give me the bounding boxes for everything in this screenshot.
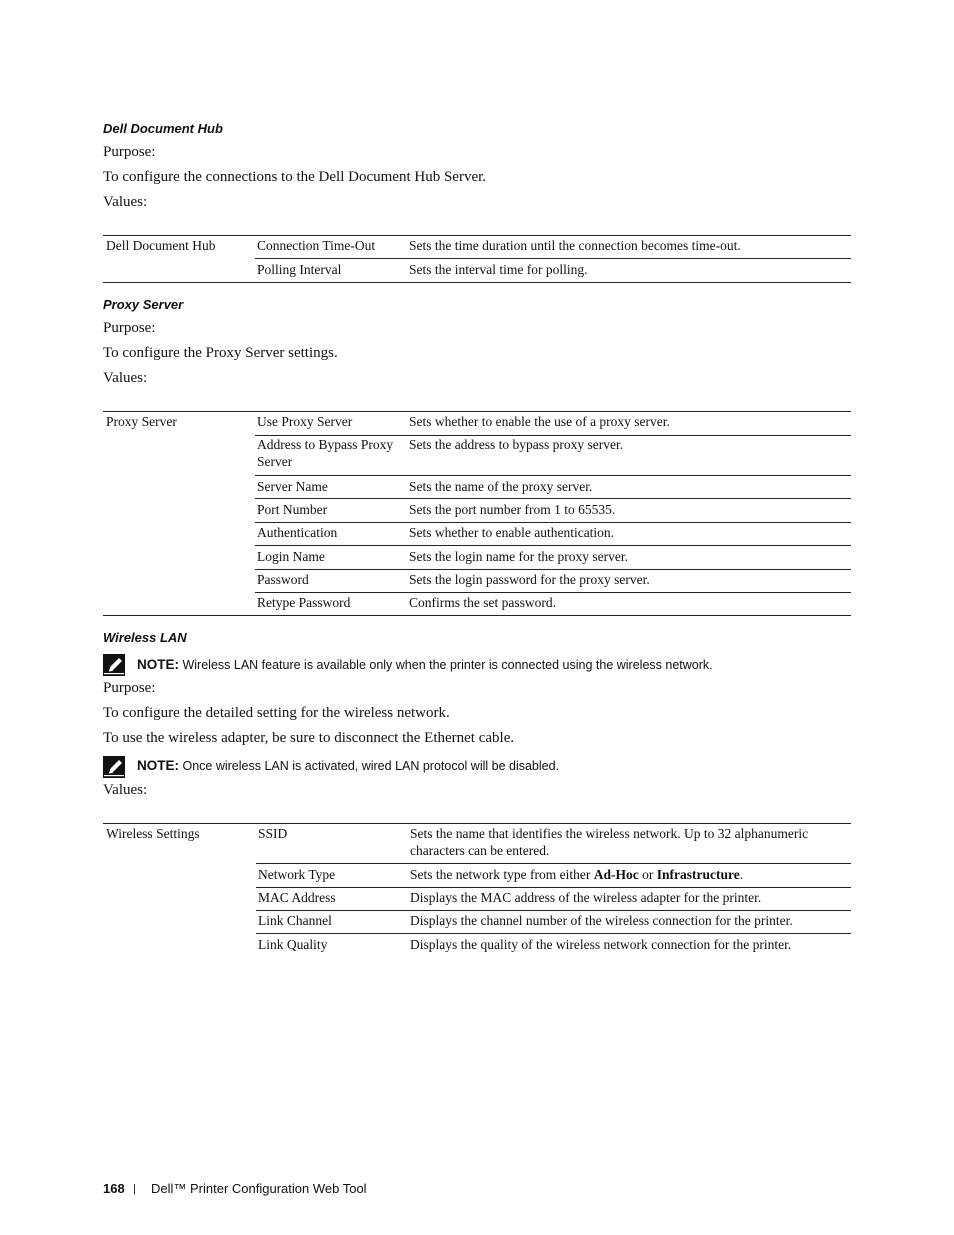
- table-item: SSID: [258, 826, 288, 841]
- table-desc: Sets the address to bypass proxy server.: [409, 437, 624, 452]
- values-label: Values:: [103, 194, 148, 210]
- table-group-label: Dell Document Hub: [106, 238, 216, 253]
- table-desc: Displays the MAC address of the wireless adapter for the printer.: [410, 890, 762, 905]
- pencil-note-icon: [103, 756, 127, 778]
- purpose-text-2: To use the wireless adapter, be sure to disconnect the Ethernet cable.: [103, 730, 515, 746]
- pencil-note-icon: [103, 654, 127, 676]
- table-item: Connection Time-Out: [257, 238, 376, 253]
- note-text: Wireless LAN feature is available only when the printer is connected using the wireless network.: [182, 658, 713, 672]
- values-label: Values:: [103, 370, 148, 386]
- table-desc: Sets the port number from 1 to 65535.: [409, 502, 616, 517]
- desc-text: or: [638, 867, 657, 882]
- table-desc: [410, 866, 850, 883]
- table-item: Link Quality: [258, 937, 328, 952]
- table-item: Port Number: [257, 502, 328, 517]
- table-item: Authentication: [257, 525, 338, 540]
- table-desc: Sets whether to enable authentication.: [409, 525, 615, 540]
- table-desc: Sets the interval time for polling.: [409, 262, 588, 277]
- section-heading-wireless-lan: Wireless LAN: [103, 630, 187, 645]
- table-item: Use Proxy Server: [257, 414, 353, 429]
- table-group-label: Proxy Server: [106, 414, 177, 429]
- purpose-label: Purpose:: [103, 144, 156, 160]
- desc-text: .: [739, 867, 744, 882]
- table-item: Password: [257, 572, 309, 587]
- desc-text: Sets the network type from either: [410, 867, 594, 882]
- note-label: NOTE:: [137, 758, 179, 773]
- footer-title: Dell™ Printer Configuration Web Tool: [151, 1181, 367, 1196]
- table-item: Retype Password: [257, 595, 351, 610]
- table-desc: Confirms the set password.: [409, 595, 556, 610]
- purpose-label: Purpose:: [103, 320, 156, 336]
- table-desc: Sets the login password for the proxy server.: [409, 572, 650, 587]
- table-group-label: Wireless Settings: [106, 826, 200, 841]
- table-desc: Displays the channel number of the wireless connection for the printer.: [410, 913, 793, 928]
- table-item: Network Type: [258, 867, 336, 882]
- table-item: Server Name: [257, 479, 328, 494]
- note-text: Once wireless LAN is activated, wired LAN protocol will be disabled.: [182, 759, 560, 773]
- footer-separator: |: [133, 1183, 136, 1195]
- table-item: Link Channel: [258, 913, 332, 928]
- table-desc: Sets the name that identifies the wireless network. Up to 32 alphanumeric characters can be entered.: [410, 826, 809, 858]
- table-desc: Sets the login name for the proxy server.: [409, 549, 628, 564]
- page-number: 168: [103, 1181, 125, 1196]
- table-item: MAC Address: [258, 890, 336, 905]
- values-label: Values:: [103, 782, 148, 798]
- purpose-label: Purpose:: [103, 680, 156, 696]
- table-item: Polling Interval: [257, 262, 342, 277]
- purpose-text: To configure the Proxy Server settings.: [103, 345, 338, 361]
- table-desc: Sets the name of the proxy server.: [409, 479, 593, 494]
- desc-bold-infrastructure: Infrastructure: [656, 867, 740, 882]
- note-label: NOTE:: [137, 657, 179, 672]
- section-heading-proxy-server: Proxy Server: [103, 297, 184, 312]
- desc-bold-ad-hoc: Ad-Hoc: [593, 867, 639, 882]
- table-item: Login Name: [257, 549, 325, 564]
- purpose-text: To configure the detailed setting for the wireless network.: [103, 705, 450, 721]
- note-1: [137, 657, 713, 672]
- table-item: Address to Bypass Proxy Server: [257, 437, 394, 469]
- table-desc: Sets the time duration until the connection becomes time-out.: [409, 238, 741, 253]
- note-2: [137, 758, 559, 773]
- section-heading-dell-document-hub: Dell Document Hub: [103, 121, 223, 136]
- table-desc: Sets whether to enable the use of a proxy server.: [409, 414, 670, 429]
- table-desc: Displays the quality of the wireless network connection for the printer.: [410, 937, 792, 952]
- purpose-text: To configure the connections to the Dell Document Hub Server.: [103, 169, 487, 185]
